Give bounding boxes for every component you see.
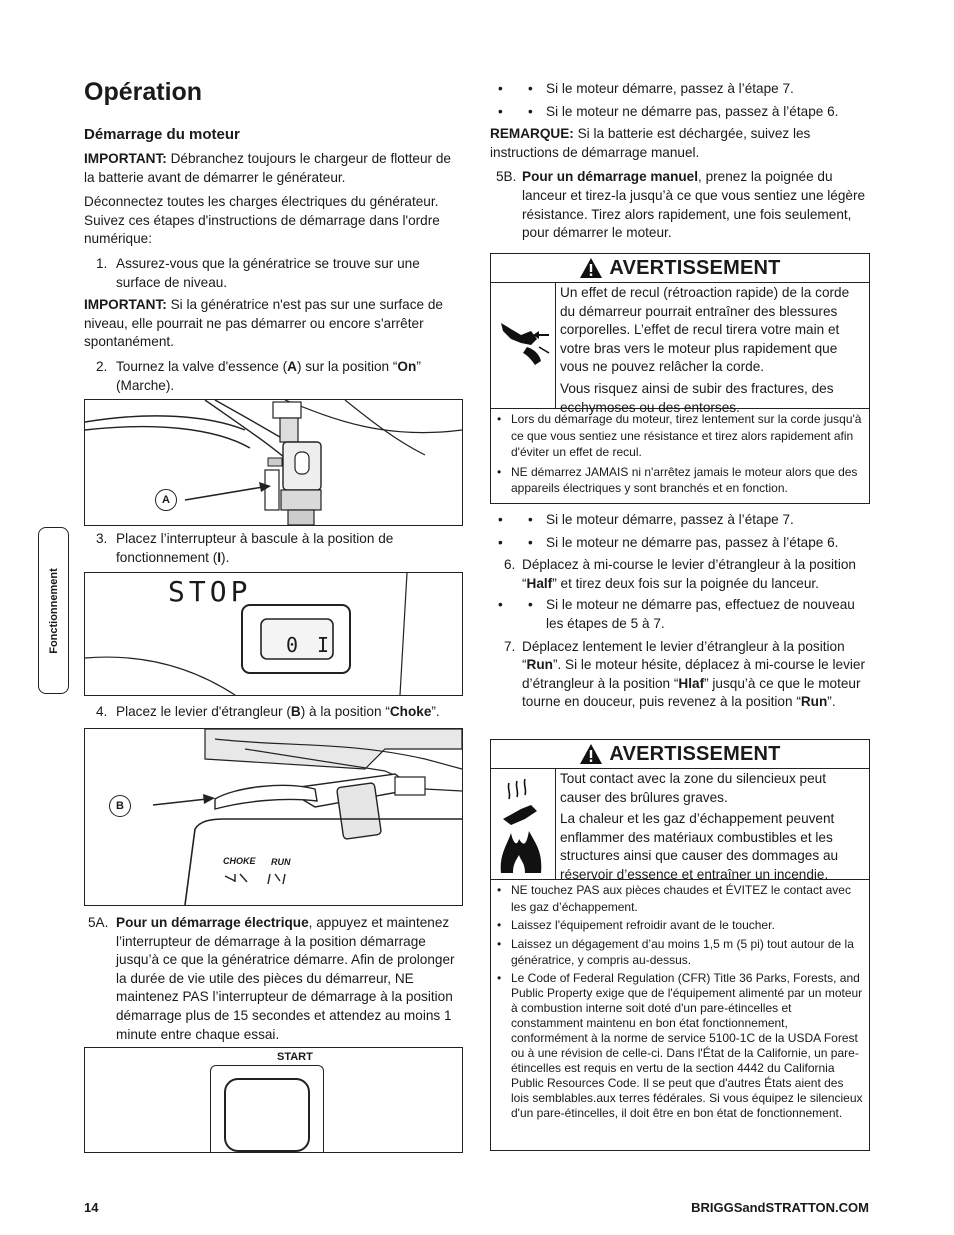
bullet-not-starts-2: • • Si le moteur ne démarre pas, passez à l’étape 6. [490,534,870,553]
start-button-figure [84,1047,463,1153]
warning-box-muffler [490,739,870,1151]
run-label: RUN [271,857,291,867]
step-2: 2. Tournez la valve d'essence (A) sur la position “On” (Marche). [96,358,421,393]
warning-header: AVERTISSEMENT [491,254,869,283]
warning-text: Tout contact avec la zone du silencieux peut causer des brûlures graves. La chaleur et les gaz d’échappement peuvent enflammer des matériaux combustibles et les structures ainsi que causer des dommages au réservoir d’essence et entraîner un incendie. [560,771,839,882]
warning-box-kickback [490,253,870,504]
start-label: START [277,1051,313,1063]
bullet-starts-2: • • Si le moteur démarre, passez à l’étape 7. [490,511,870,530]
remarque-paragraph: REMARQUE: Si la batterie est déchargée, suivez les instructions de démarrage manuel. [490,126,811,160]
warning-bullet: • NE démarrez JAMAIS ni n'arrêtez jamais le moteur alors que des appareils électriques y sont branchés et en fonction. [493,464,863,497]
warning-bullet: • NE touchez PAS aux pièces chaudes et ÉVITEZ le contact avec les gaz d’échappement. [493,882,863,915]
bullet-retry: • • Si le moteur ne démarre pas, effectuez de nouveau les étapes de 5 à 7. [490,596,870,633]
warning-header: AVERTISSEMENT [491,740,869,769]
website-footer: BRIGGSandSTRATTON.COM [691,1200,869,1215]
step-5b: 5B. Pour un démarrage manuel, prenez la poignée du lanceur et tirez-la jusqu’à ce que vous sentiez une légère résistance. Tirez alors rapidement, une fois seulement, pour démarrer le moteur. [496,169,866,241]
fuel-valve-illustration [85,400,462,525]
warning-bullet: • Laissez l'équipement refroidir avant de le toucher. [493,917,863,934]
step-1: 1. Assurez-vous que la génératrice se trouve sur une surface de niveau. [96,255,420,290]
callout-b: B [109,795,131,817]
right-column-top [490,80,870,243]
fuel-valve-figure [84,399,463,526]
step-3-wrapper [84,530,464,567]
warning-bullets [491,409,869,497]
rocker-switch-panel-lines [85,573,462,695]
step-7: 7. Déplacez lentement le levier d’étrangleur à la position “Run”. Si le moteur hésite, déplacez à mi-course le levier d’étrangleur à la position “Hlaf” jusqu’à ce que le moteur tourne en douceur, puis revenez à la position “Run”. [504,638,866,710]
bullet-starts-1: • • Si le moteur démarre, passez à l’étape 7. [490,80,870,99]
warning-text: Un effet de recul (rétroaction rapide) de la corde du démarreur pourrait entraîner des blessures corporelles. L’effet de recul tirera votre main et votre bras vers le moteur plus rapidement que vous ne pouvez relâcher la corde. Vous risquez ainsi de subir des fractures, des ecchymoses ou des entorses. [560,285,850,415]
section-heading: Démarrage du moteur [84,126,240,143]
warning-body [491,283,869,415]
bullet-not-starts-1: • • Si le moteur ne démarre pas, passez à l’étape 6. [490,103,870,122]
choke-label: CHOKE [223,856,256,866]
step-5a-wrapper [84,914,464,1044]
left-column-top [84,150,464,395]
step-6: 6. Déplacez à mi-course le levier d’étrangleur à la position “Half” et tirez deux fois sur la poignée du lanceur. [504,557,856,591]
start-button [224,1078,310,1152]
right-column-middle [490,511,870,712]
warning-triangle-icon [579,743,603,765]
warning-body [491,769,869,880]
switch-off-label: 0 [286,633,299,657]
kickback-icon [491,283,556,408]
start-button-bezel [210,1065,324,1152]
step-5a: 5A. Pour un démarrage électrique, appuyez et maintenez l’interrupteur de démarrage à la position démarrage jusqu’à ce que la génératrice démarre. Afin de prolonger la durée de vie utile des pièces du démarreur, NE maintenez PAS l’interrupteur de démarrage à la position démarrage plus de 15 secondes et attendez au moins 1 minute entre chaque essai. [88,915,455,1042]
warning-triangle-icon [579,257,603,279]
step-4-wrapper [84,703,464,722]
warning-bullet: • Laissez un dégagement d’au moins 1,5 m (5 pi) tout autour de la génératrice, y compris au-dessus. [493,936,863,969]
choke-lever-illustration [85,729,462,905]
callout-a: A [155,489,177,511]
choke-lever-figure [84,728,463,906]
section-side-tab: Fonctionnement [38,527,69,694]
warning-bullets [491,880,869,1121]
burn-fire-icon [491,769,556,879]
page-title: Opération [84,78,203,106]
warning-bullet: • Le Code of Federal Regulation (CFR) Title 36 Parks, Forests, and Public Property exige que de l'équipement alimenté par un moteur à combustion interne soit doté d'un pare-étincelles et constamment maintenu en bon état fonctionnement, conformément à la norme de service 5100-1C de la USDA Forest ou à une révision de celle-ci. Dans l'État de la Californie, un pare-étincelles est requis en vertu de la section 4442 du California Public Resources Code. Il se peut que d'autres États aient des lois semblables.aux terres fédérales. Si vous équipez le silencieux d'un pare-étincelles, il doit être en bon état de fonctionnement. [493,971,863,1121]
important-paragraph-2: IMPORTANT: Si la génératrice n'est pas sur une surface de niveau, elle pourrait ne pas démarrer ou encore s'arrêter spontanément. [84,297,443,350]
rocker-switch-figure [84,572,463,696]
page-number: 14 [84,1200,99,1215]
step-3: 3. Placez l’interrupteur à bascule à la position de fonctionnement (I). [96,531,394,565]
stop-label: STOP [168,575,252,608]
intro-paragraph: Déconnectez toutes les charges électriques du générateur. Suivez ces étapes d'instructions de démarrage dans l'ordre numérique: [84,194,440,247]
warning-bullet: • Lors du démarrage du moteur, tirez lentement sur la corde jusqu'à ce que vous sentiez une résistance et tirez alors rapidement afin d'éviter un effet de recul. [493,411,863,461]
important-paragraph-1: IMPORTANT: Débranchez toujours le chargeur de flotteur de la batterie avant de démarrer le générateur. [84,151,451,185]
step-4: 4. Placez le levier d'étrangleur (B) à la position “Choke”. [96,704,440,719]
switch-on-label: I [317,633,330,657]
